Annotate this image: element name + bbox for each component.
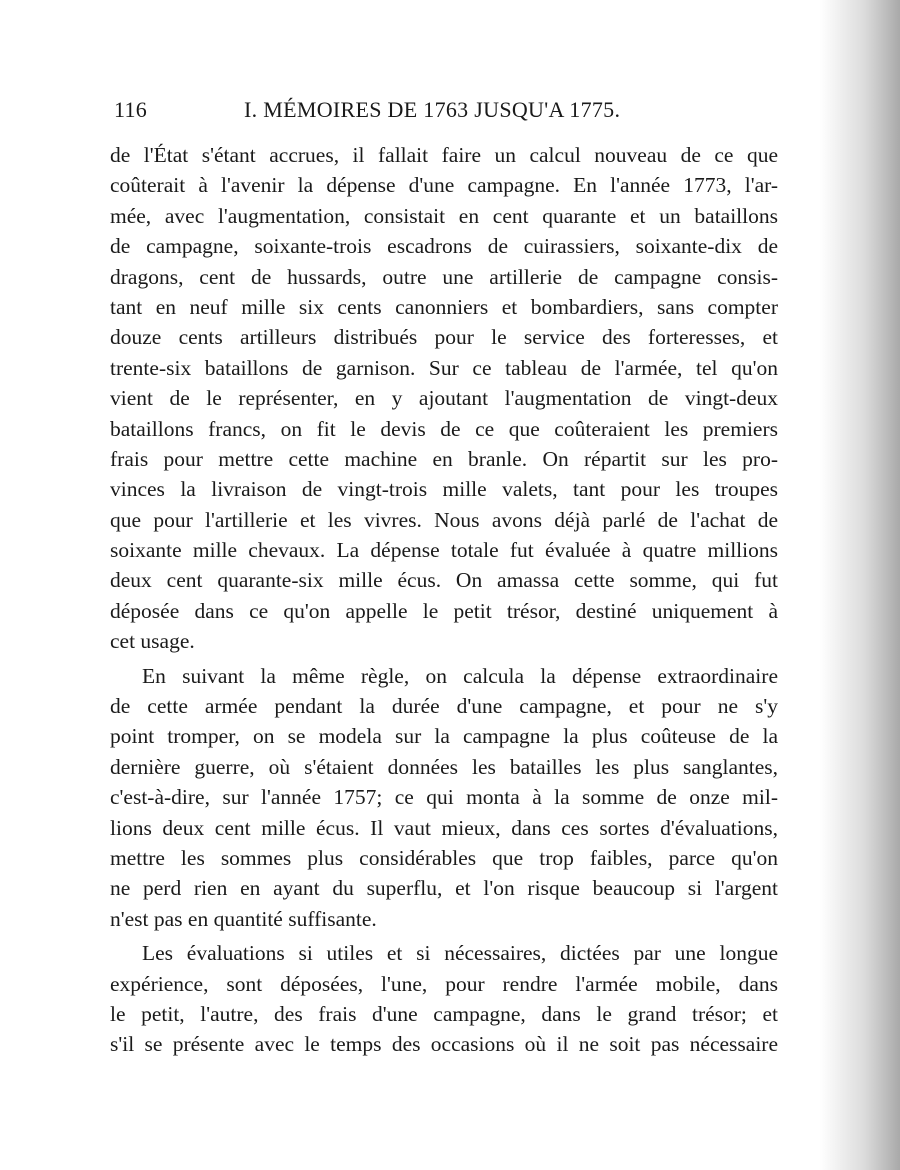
text-line: dernière guerre, où s'étaient données les batailles les plus sanglantes, [110,754,778,779]
text-line: de campagne, soixante-trois escadrons de cuirassiers, soixante-dix de [110,234,778,259]
text-line: lions deux cent mille écus. Il vaut mieux, dans ces sortes d'évaluations, [110,815,778,840]
text-line: le petit, l'autre, des frais d'une campagne, dans le grand trésor; et [110,1001,778,1026]
text-line: soixante mille chevaux. La dépense totale fut évaluée à quatre millions [110,538,778,563]
text-line: déposée dans ce qu'on appelle le petit trésor, destiné uniquement à [110,598,778,623]
text-line: de l'État s'étant accrues, il fallait faire un calcul nouveau de ce que [110,143,778,167]
text-line: n'est pas en quantité suffisante. [110,906,377,931]
text-line: s'il se présente avec le temps des occasions où il ne soit pas nécessaire [110,1032,778,1057]
text-line: expérience, sont déposées, l'une, pour rendre l'armée mobile, dans [110,971,778,996]
page-number: 116 [114,97,148,122]
text-line: de cette armée pendant la durée d'une campagne, et pour ne s'y [110,694,778,719]
text-line: ne perd rien en ayant du superflu, et l'on risque beaucoup si l'argent [110,876,778,901]
paragraph [110,661,778,935]
text-line: douze cents artilleurs distribués pour le service des forteresses, et [110,325,778,350]
text-line: vinces la livraison de vingt-trois mille valets, tant pour les troupes [110,477,778,502]
text-line: deux cent quarante-six mille écus. On amassa cette somme, qui fut [110,568,778,593]
text-line: Les évaluations si utiles et si nécessaires, dictées par une longue [142,941,778,966]
body-text [110,140,778,1060]
text-line: coûterait à l'avenir la dépense d'une campagne. En l'année 1773, l'ar- [110,173,778,198]
text-line: trente-six bataillons de garnison. Sur ce tableau de l'armée, tel qu'on [110,355,778,380]
text-line: point tromper, on se modela sur la campagne la plus coûteuse de la [110,724,778,749]
text-line: En suivant la même règle, on calcula la dépense extraordinaire [142,663,778,688]
text-line: mée, avec l'augmentation, consistait en cent quarante et un bataillons [110,203,778,228]
text-line: c'est-à-dire, sur l'année 1757; ce qui monta à la somme de onze mil- [110,785,778,810]
paragraph [110,938,778,1060]
paragraph-continued [110,140,778,657]
page-edge-shadow [820,0,900,1170]
text-line: tant en neuf mille six cents canonniers et bombardiers, sans compter [110,294,778,319]
text-line: dragons, cent de hussards, outre une artillerie de campagne consis- [110,264,778,289]
text-line: que pour l'artillerie et les vivres. Nous avons déjà parlé de l'achat de [110,507,778,532]
text-line: cet usage. [110,629,195,654]
running-title: I. MÉMOIRES DE 1763 JUSQU'A 1775. [244,97,621,122]
text-line: vient de le représenter, en y ajoutant l'augmentation de vingt-deux [110,386,778,411]
text-line: bataillons francs, on fit le devis de ce que coûteraient les premiers [110,416,778,441]
text-line: frais pour mettre cette machine en branle. On répartit sur les pro- [110,446,778,471]
text-line: mettre les sommes plus considérables que trop faibles, parce qu'on [110,845,778,870]
page-header [110,92,670,128]
